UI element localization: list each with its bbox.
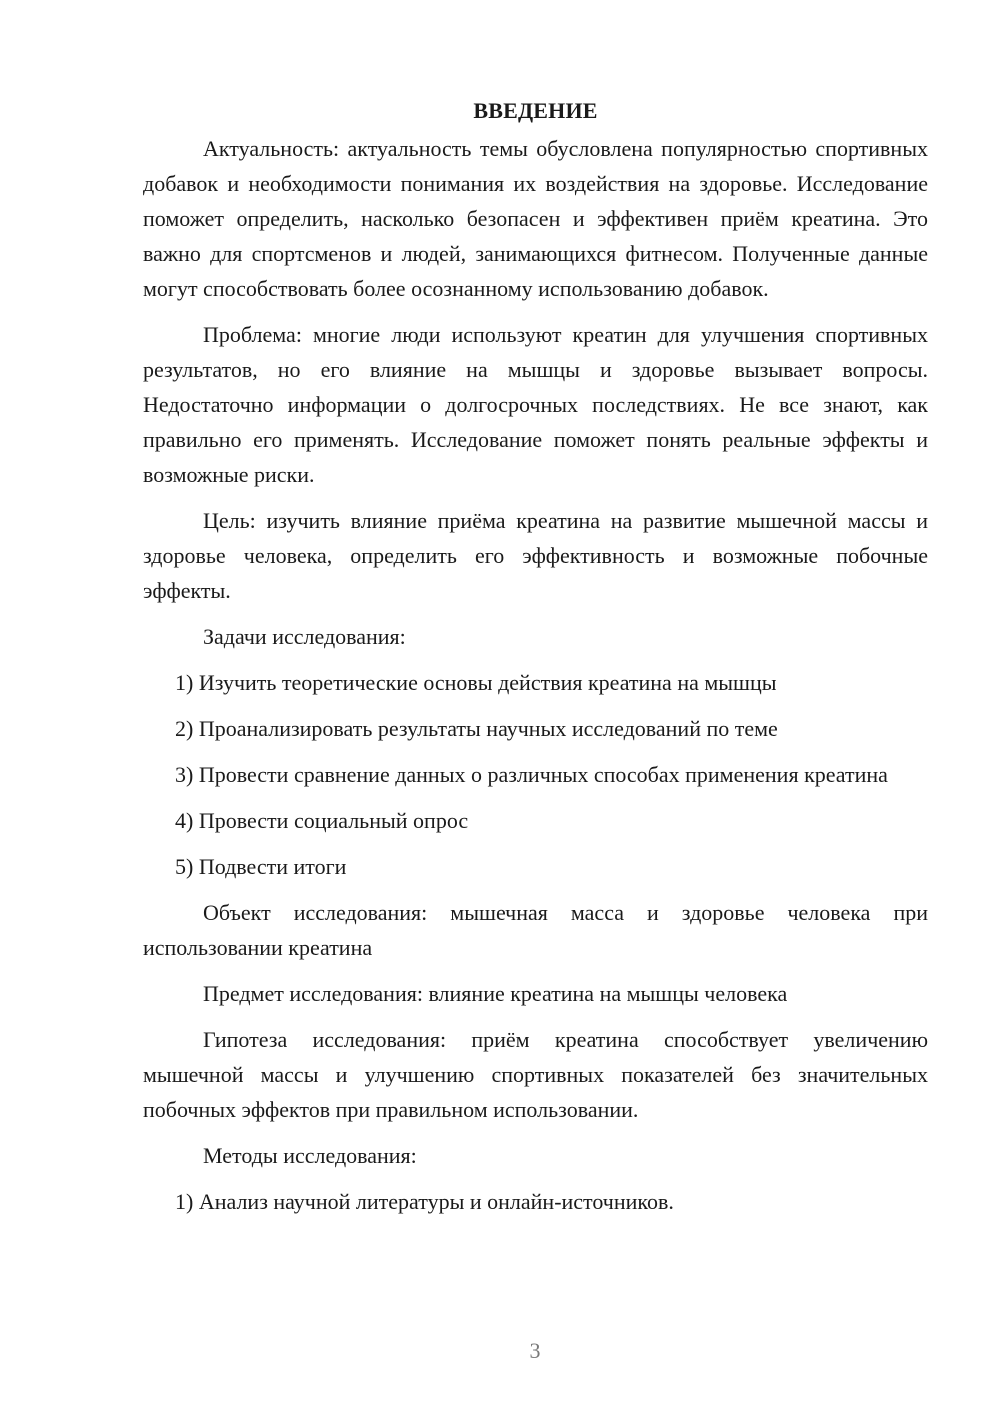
methods-heading: Методы исследования: <box>203 1143 417 1168</box>
goal-paragraph: Цель: изучить влияние приёма креатина на развитие мышечной массы и здоровье человека, определить его эффективность и возможные побочные эффекты. <box>143 508 928 603</box>
page-content <box>143 96 928 1219</box>
task-item: 2) Проанализировать результаты научных исследований по теме <box>175 716 778 741</box>
hypothesis-paragraph: Гипотеза исследования: приём креатина способствует увеличению мышечной массы и улучшению спортивных показателей без значительных побочных эффектов при правильном использовании. <box>143 1027 928 1122</box>
task-item: 5) Подвести итоги <box>175 854 347 879</box>
problem-paragraph: Проблема: многие люди используют креатин для улучшения спортивных результатов, но его влияние на мышцы и здоровье вызывает вопросы. Недостаточно информации о долгосрочных последствиях. Не все знают, как правильно его применять. Исследование поможет понять реальные эффекты и возможные риски. <box>143 322 928 487</box>
tasks-heading: Задачи исследования: <box>203 624 406 649</box>
task-item: 1) Изучить теоретические основы действия креатина на мышцы <box>175 670 777 695</box>
page-number: 3 <box>529 1338 541 1363</box>
subject-paragraph: Предмет исследования: влияние креатина на мышцы человека <box>203 981 788 1006</box>
task-item: 3) Провести сравнение данных о различных способах применения креатина <box>175 762 888 787</box>
method-item: 1) Анализ научной литературы и онлайн-источников. <box>175 1189 674 1214</box>
relevance-paragraph: Актуальность: актуальность темы обусловлена популярностью спортивных добавок и необходимости понимания их воздействия на здоровье. Исследование поможет определить, насколько безопасен и эффективен приём креатина. Это важно для спортсменов и людей, занимающихся фитнесом. Полученные данные могут способствовать более осознанному использованию добавок. <box>143 136 928 301</box>
task-item: 4) Провести социальный опрос <box>175 808 469 833</box>
page-title: ВВЕДЕНИЕ <box>473 98 598 123</box>
object-paragraph: Объект исследования: мышечная масса и здоровье человека при использовании креатина <box>143 900 928 960</box>
